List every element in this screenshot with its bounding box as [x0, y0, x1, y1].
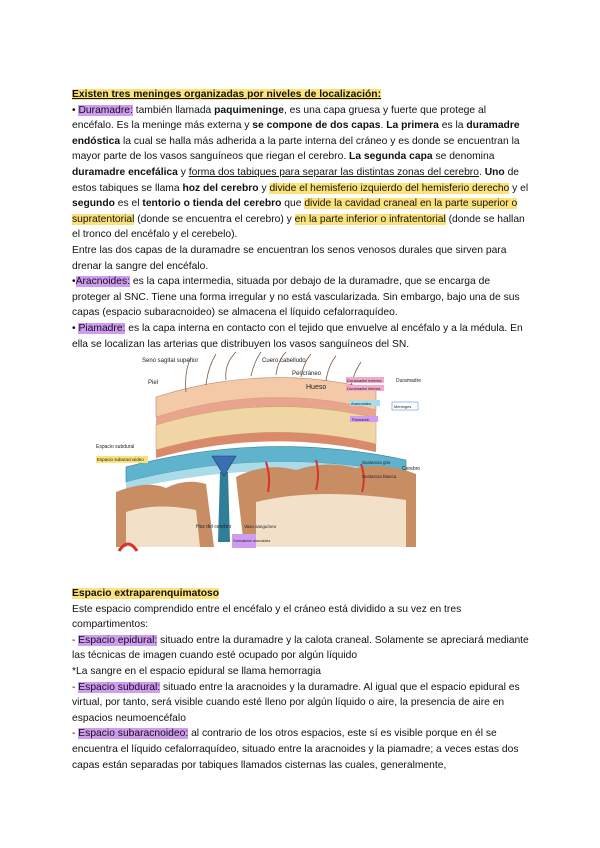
label-vaso: Vaso sanguíneo [244, 524, 277, 529]
subdural-paragraph: - Espacio subdural: situado entre la aracnoides y la duramadre. Al igual que el espacio epidural es virtual, por tanto, será visible cuando esté lleno por algún líquido o aire, la presencia de aire en espacios neumoencéfalo [72, 681, 520, 724]
subaracnoideo-paragraph: - Espacio subaracnoideo: al contrario de los otros espacios, este sí es visible porque en él se encuentra el líquido cefalorraquídeo, situado entre la aracnoides y la piamadre; a veces estas dos capas están separadas por tabiques llamados cisternas las cuales, generalmente, [72, 728, 519, 771]
label-seno: Seno sagital superior [142, 358, 199, 364]
extraparenchymal-title: Espacio extraparenquimatoso [72, 588, 220, 599]
piamadre-term: Piamadre: [78, 322, 126, 334]
label-meninges: Meninges [394, 404, 412, 409]
piamadre-paragraph: • Piamadre: es la capa interna en contacto con el tejido que envuelve al encéfalo y a la médula. En ella se localizan las arterias que distribuyen los vasos sanguíneos del SN. [72, 322, 523, 350]
aracnoides-paragraph: •Aracnoides: es la capa intermedia, situada por debajo de la duramadre, que se encarga de proteger al SNC. Tiene una forma irregular y no está vascularizada. Sin embargo, bajo una de sus capas (espacio subaracnoideo) se almacena el líquido cefalorraquídeo. [72, 276, 520, 319]
duramadre-term: Duramadre: [78, 104, 133, 116]
subaracnoideo-term: Espacio subaracnoideo: [78, 728, 189, 740]
label-hueso: Hueso [306, 384, 327, 391]
label-dura-int: Duramadre interna [347, 386, 381, 391]
decorative-arc-icon [116, 537, 140, 553]
meninges-section [72, 87, 530, 352]
label-hoz: Hoz del cerebro [196, 524, 232, 530]
aracnoides-term: Aracnoides: [75, 276, 130, 288]
epidural-paragraph: - Espacio epidural: situado entre la duramadre y la calota craneal. Solamente se apreciará mediante las técnicas de imagen cuando esté ocupado por algún líquido [72, 634, 529, 662]
label-dura-ext: Duramadre externa [347, 378, 382, 383]
extraparenchymal-section [72, 586, 530, 773]
meninges-title: Existen tres meninges organizadas por niveles de localización: [72, 89, 382, 100]
label-pericraneo: Pericráneo [292, 371, 322, 377]
label-sustancia-gris: Sustancia gris [362, 460, 391, 465]
label-cerebro: Cerebro [402, 466, 421, 472]
label-granul: Granulación aracnoidea [233, 539, 271, 543]
meninges-diagram [96, 352, 441, 552]
subdural-term: Espacio subdural: [78, 681, 161, 693]
senos-paragraph: Entre las dos capas de la duramadre se encuentran los senos venosos durales que sirven para drenar la sangre del encéfalo. [72, 244, 507, 272]
label-piamadre: Piamadre [352, 417, 370, 422]
label-aracnoides: Aracnoides [351, 401, 372, 406]
label-esp-subaracnoideo: Espacio subaracnoideo [97, 457, 144, 462]
falx-cerebri [218, 472, 230, 542]
label-piel: Piel [148, 380, 159, 386]
epidural-note: *La sangre en el espacio epidural se llama hemorragia [72, 665, 321, 677]
extraparenchymal-intro: Este espacio comprendido entre el encéfalo y el cráneo está dividido a su vez en tres compartimentos: [72, 603, 462, 631]
label-esp-subdural: Espacio subdural [96, 444, 135, 450]
epidural-term: Espacio epidural: [78, 634, 158, 646]
duramadre-paragraph: • Duramadre: también llamada paquimeninge, es una capa gruesa y fuerte que protege al encéfalo. Es la meninge más externa y se compone de dos capas. La primera es la duramadre endóstica la cual se halla más adherida a la parte interna del cráneo y es donde se encuentran la mayor parte de los vasos sanguíneos que riegan el cerebro. La segunda capa se denomina duramadre encefálica y forma dos tabiques para separar las distintas zonas del cerebro. Uno de estos tabiques se llama hoz del cerebro y divide el hemisferio izquierdo del hemisferio derecho y el segundo es el tentorio o tienda del cerebro que divide la cavidad craneal en la parte superior o supratentorial (donde se encuentra el cerebro) y en la parte inferior o infratentorial (donde se hallan el tronco del encéfalo y el cerebelo). [72, 104, 529, 241]
label-cuero: Cuero cabelludo [262, 358, 306, 364]
label-duramadre: Duramadre [396, 378, 422, 384]
label-sustancia-blanca: Sustancia blanca [362, 474, 397, 479]
